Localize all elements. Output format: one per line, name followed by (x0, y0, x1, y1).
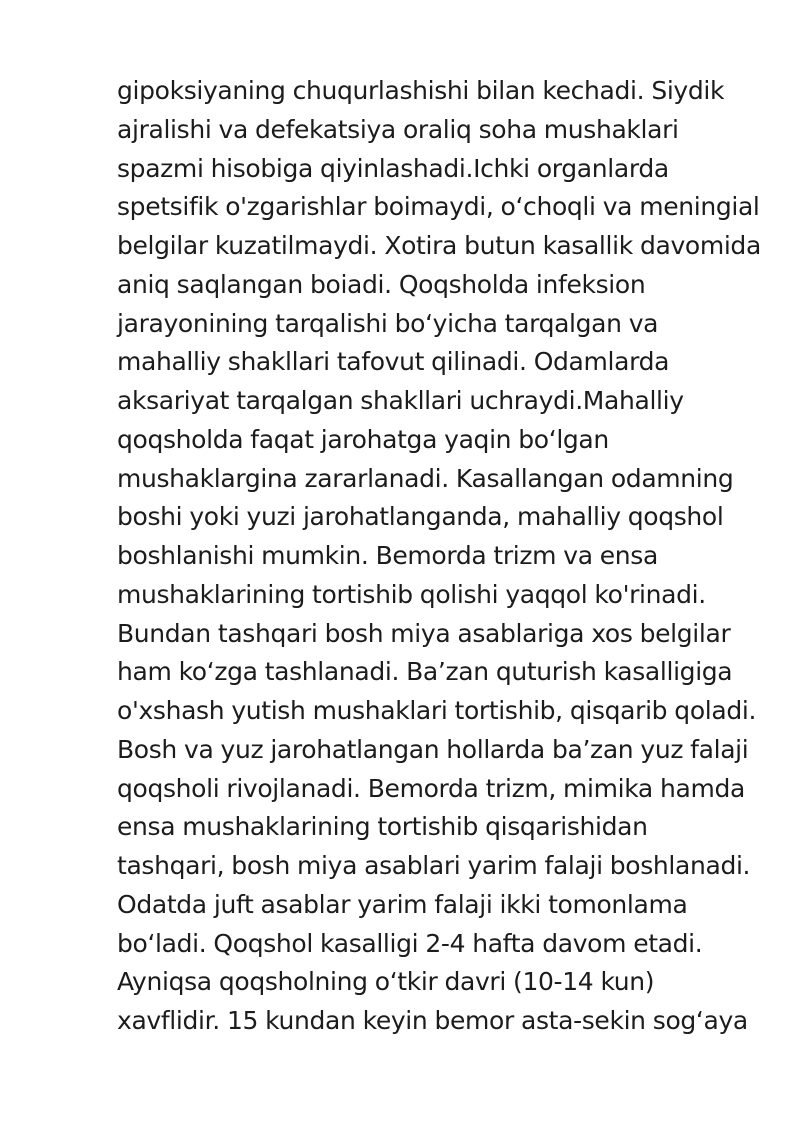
text-line: spetsifik o'zgarishlar boimaydi, o‘choqli va meningial (117, 192, 760, 222)
text-line: ensa mushaklarining tortishib qisqarishidan (117, 812, 648, 842)
text-line: boshlanishi mumkin. Bemorda trizm va ensa (117, 541, 658, 570)
text-line: Ayniqsa qoqsholning o‘tkir davri (10-14 kun) (117, 967, 655, 997)
text-line: qoqsholi rivojlanadi. Bemorda trizm, mimika hamda (117, 773, 745, 803)
text-line: mahalliy shakllari tafovut qilinadi. Odamlarda (117, 347, 670, 377)
text-line: mushaklargina zararlanadi. Kasallangan odamning (117, 463, 734, 493)
text-line: Odatda juft asablar yarim falaji ikki tomonlama (117, 889, 688, 919)
text-line: qoqsholda faqat jarohatga yaqin bo‘lgan (117, 424, 609, 454)
text-line: ajralishi va defekatsiya oraliq soha mushaklari (117, 114, 679, 144)
text-line: mushaklarining tortishib qolishi yaqqol ko'rinadi. (117, 579, 706, 609)
text-line: Bundan tashqari bosh miya asablariga xos belgilar (117, 618, 731, 648)
text-line: ham ko‘zga tashlanadi. Ba’zan quturish kasalligiga (117, 657, 733, 687)
text-line: aniq saqlangan boiadi. Qoqsholda infeksion (117, 269, 646, 299)
text-line: bo‘ladi. Qoqshol kasalligi 2-4 hafta davom etadi. (117, 928, 703, 958)
text-line: boshi yoki yuzi jarohatlanganda, mahalliy qoqshol (117, 502, 724, 532)
text-line: spazmi hisobiga qiyinlashadi.Ichki organlarda (117, 153, 669, 183)
text-line: o'xshash yutish mushaklari tortishib, qisqarib qoladi. (117, 696, 757, 725)
text-line: Bosh va yuz jarohatlangan hollarda ba’zan yuz falaji (117, 734, 749, 764)
text-line: aksariyat tarqalgan shakllari uchraydi.Mahalliy (117, 386, 684, 415)
text-line: xavflidir. 15 kundan keyin bemor asta-sekin sog‘aya (117, 1006, 748, 1035)
text-line: gipoksiyaning chuqurlashishi bilan kechadi. Siydik (117, 76, 725, 105)
text-line: tashqari, bosh miya asablari yarim falaji boshlanadi. (117, 851, 751, 880)
text-line: belgilar kuzatilmaydi. Xotira butun kasallik davomida (117, 231, 761, 260)
document-page (117, 72, 761, 1041)
text-line: jarayonining tarqalishi bo‘yicha tarqalgan va (117, 308, 659, 338)
